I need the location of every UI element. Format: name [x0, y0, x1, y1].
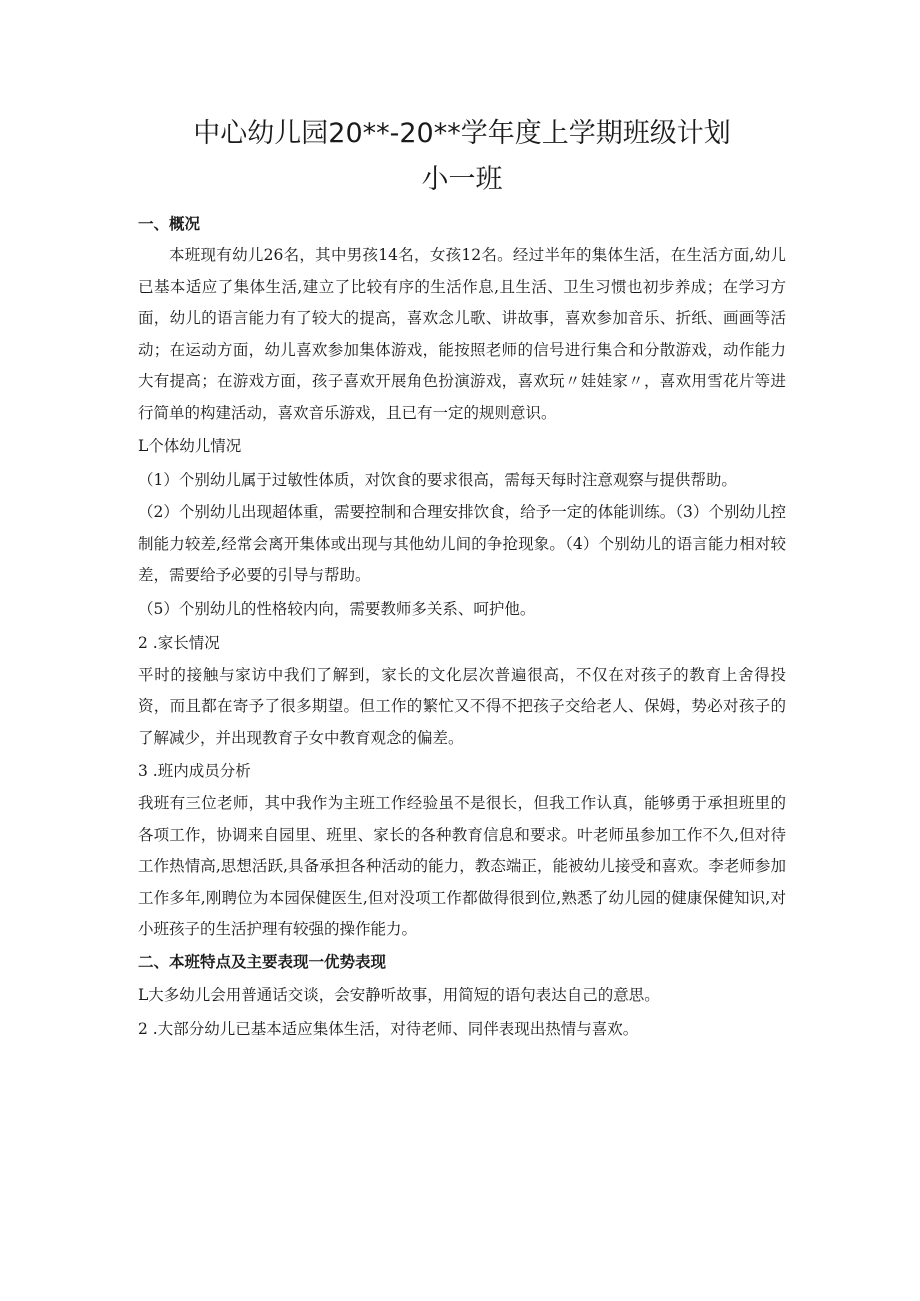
section-heading-overview: 一、概况 — [138, 215, 201, 233]
document-title: 中心幼儿园20**-20**学年度上学期班级计划 — [193, 118, 731, 149]
feature-item-1: L大多幼儿会用普通话交谈，会安静听故事，用简短的语句表达自己的意思。 — [138, 985, 660, 1004]
class-name-subtitle: 小一班 — [421, 164, 503, 195]
individual-items-2-4: （2）个别幼儿出现超体重，需要控制和合理安排饮食，给予一定的体能训练。（3）个别幼儿控制能力较差,经常会离开集体或出现与其他幼儿间的争抢现象。（4）个别幼儿的语言能力相对较差，需要给予必要的引导与帮助。 — [138, 503, 786, 584]
feature-item-2: 2 .大部分幼儿已基本适应集体生活，对待老师、同伴表现出热情与喜欢。 — [138, 1019, 639, 1038]
staff-paragraph: 我班有三位老师，其中我作为主班工作经验虽不是很长，但我工作认真，能够勇于承担班里的各项工作，协调来自园里、班里、家长的各种教育信息和要求。叶老师虽参加工作不久,但对待工作热情高,思想活跃,具备承担各种活动的能力，教态端正，能被幼儿接受和喜欢。李老师参加工作多年,刚聘位为本园保健医生,但对没项工作都做得很到位,熟悉了幼儿园的健康保健知识,对小班孩子的生活护理有较强的操作能力。 — [138, 794, 786, 938]
subsection-heading-individual: L个体幼儿情况 — [138, 437, 242, 455]
individual-item-1: （1）个别幼儿属于过敏性体质，对饮食的要求很高，需每天每时注意观察与提供帮助。 — [138, 471, 737, 489]
overview-paragraph: 本班现有幼儿26名，其中男孩14名，女孩12名。经过半年的集体生活，在生活方面,幼儿已基本适应了集体生活,建立了比较有序的生活作息,且生活、卫生习惯也初步养成；在学习方面，幼儿的语言能力有了较大的提高，喜欢念儿歌、讲故事，喜欢参加音乐、折纸、画画等活动；在运动方面，幼儿喜欢参加集体游戏，能按照老师的信号进行集合和分散游戏，动作能力大有提高；在游戏方面，孩子喜欢开展角色扮演游戏，喜欢玩〃娃娃家〃，喜欢用雪花片等进行简单的构建活动，喜欢音乐游戏，且已有一定的规则意识。 — [138, 246, 786, 422]
section-heading-features: 二、本班特点及主要表现一优势表现 — [138, 952, 387, 971]
individual-item-5: （5）个别幼儿的性格较内向，需要教师多关系、呵护他。 — [138, 599, 536, 618]
subsection-heading-staff: 3 .班内成员分析 — [138, 762, 251, 780]
document-page — [138, 112, 786, 1046]
parents-paragraph: 平时的接触与家访中我们了解到，家长的文化层次普遍很高，不仅在对孩子的教育上舍得投资，而且都在寄予了很多期望。但工作的繁忙又不得不把孩子交给老人、保姆，势必对孩子的了解减少，并出现教育子女中教育观念的偏差。 — [138, 665, 786, 747]
subsection-heading-parents: 2 .家长情况 — [138, 633, 220, 652]
